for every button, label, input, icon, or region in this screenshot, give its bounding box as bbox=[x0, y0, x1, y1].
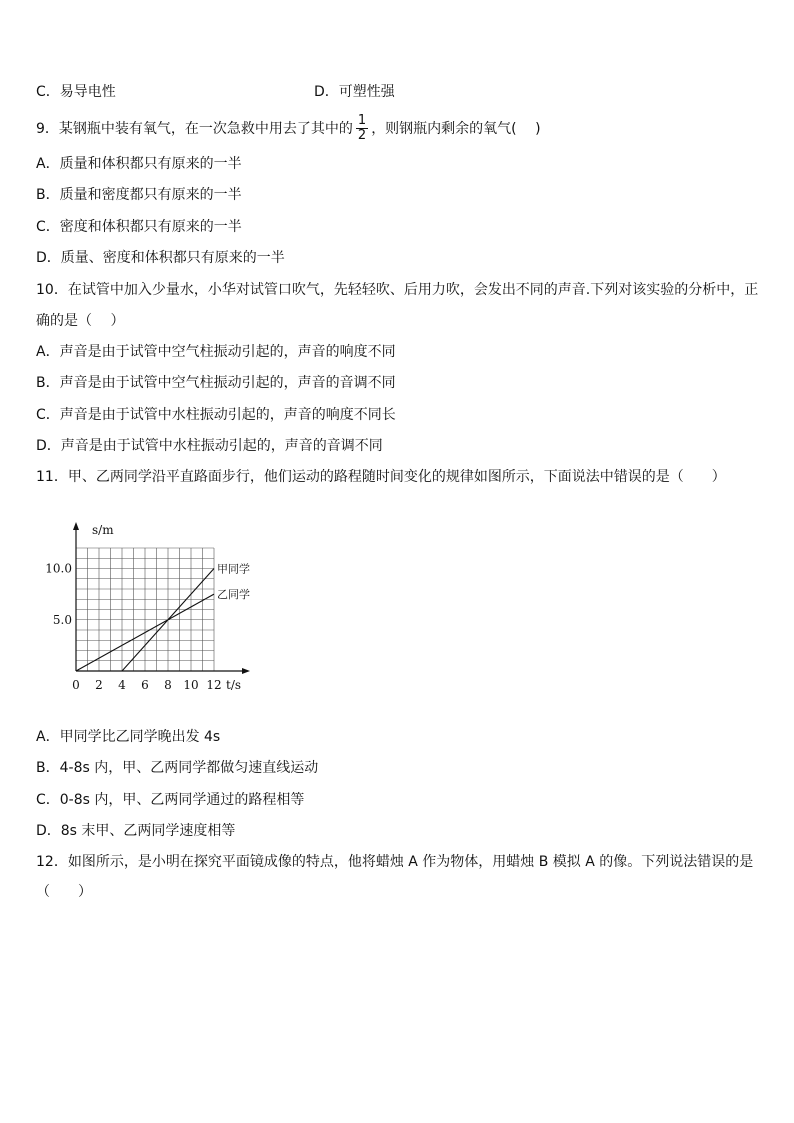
x-tick-label: 8 bbox=[164, 678, 172, 692]
series-label-jia: 甲同学 bbox=[217, 562, 250, 576]
y-axis-arrow bbox=[73, 522, 79, 530]
series-label-yi: 乙同学 bbox=[217, 588, 250, 602]
q10-option-c: C．声音是由于试管中水柱振动引起的，声音的响度不同长 bbox=[36, 407, 396, 423]
chart-grid bbox=[76, 548, 214, 671]
x-tick-label: 0 bbox=[72, 678, 80, 692]
x-axis-arrow bbox=[242, 668, 250, 674]
q11-stem: 11．甲、乙两同学沿平直路面步行，他们运动的路程随时间变化的规律如图所示，下面说法中错误的是（ ） bbox=[36, 469, 726, 485]
fraction-numerator: 1 bbox=[357, 113, 367, 128]
x-tick-label: 12 bbox=[206, 678, 222, 692]
q9-option-a: A．质量和体积都只有原来的一半 bbox=[36, 156, 242, 172]
q11-option-d: D．8s 末甲、乙两同学速度相等 bbox=[36, 823, 236, 839]
y-tick-label: 10.0 bbox=[45, 561, 72, 576]
y-tick-label: 5.0 bbox=[52, 612, 72, 627]
distance-time-chart bbox=[40, 505, 270, 697]
x-axis-label: t/s bbox=[226, 678, 242, 692]
q9-stem-after: ，则钢瓶内剩余的氧气( ) bbox=[371, 120, 541, 137]
q9-option-d: D．质量、密度和体积都只有原来的一半 bbox=[36, 250, 285, 266]
q8-option-d: D．可塑性强 bbox=[314, 84, 395, 100]
q11-option-b: B．4-8s 内，甲、乙两同学都做匀速直线运动 bbox=[36, 760, 319, 776]
q10-stem-line1: 10．在试管中加入少量水，小华对试管口吹气，先轻轻吹、后用力吹，会发出不同的声音.下列对该实验的分析中，正 bbox=[36, 282, 759, 298]
q10-option-d: D．声音是由于试管中水柱振动引起的，声音的音调不同 bbox=[36, 438, 383, 454]
q10-option-b: B．声音是由于试管中空气柱振动引起的，声音的音调不同 bbox=[36, 375, 396, 391]
q9-stem bbox=[36, 114, 541, 143]
q10-option-a: A．声音是由于试管中空气柱振动引起的，声音的响度不同 bbox=[36, 344, 396, 360]
x-tick-label: 2 bbox=[95, 678, 103, 692]
q12-stem-line2: （ ） bbox=[36, 884, 92, 900]
q9-option-c: C．密度和体积都只有原来的一半 bbox=[36, 219, 242, 235]
y-axis-label: s/m bbox=[92, 523, 114, 537]
x-tick-label: 4 bbox=[118, 678, 126, 692]
x-tick-label: 10 bbox=[183, 678, 199, 692]
x-tick-label: 6 bbox=[141, 678, 149, 692]
q10-stem-line2: 确的是（ ） bbox=[36, 313, 125, 329]
fraction-one-half bbox=[356, 114, 368, 143]
q12-stem-line1: 12．如图所示，是小明在探究平面镜成像的特点，他将蜡烛 A 作为物体，用蜡烛 B 模拟 A 的像。下列说法错误的是 bbox=[36, 854, 754, 870]
q9-option-b: B．质量和密度都只有原来的一半 bbox=[36, 187, 242, 203]
q9-stem-before: 9．某钢瓶中装有氧气，在一次急救中用去了其中的 bbox=[36, 120, 353, 137]
q8-option-c: C．易导电性 bbox=[36, 84, 116, 100]
fraction-denominator: 2 bbox=[357, 128, 367, 143]
q11-option-a: A．甲同学比乙同学晚出发 4s bbox=[36, 729, 221, 745]
q11-option-c: C．0-8s 内，甲、乙两同学通过的路程相等 bbox=[36, 792, 305, 808]
